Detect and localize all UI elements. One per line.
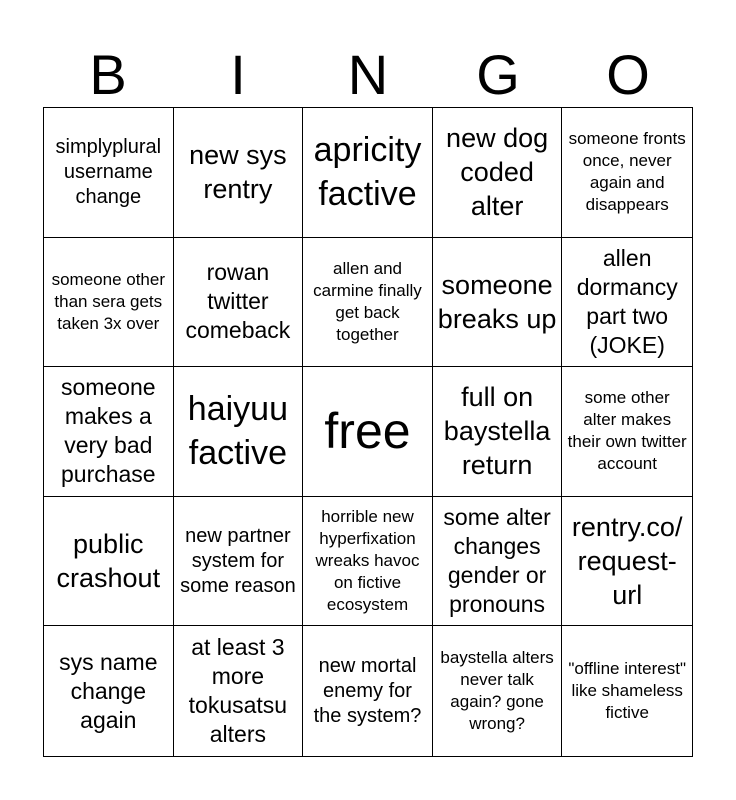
bingo-cell[interactable] — [562, 238, 692, 368]
bingo-header — [43, 44, 693, 106]
cell-text: sys name change again — [59, 648, 158, 733]
cell-text: allen and carmine finally get back together — [313, 258, 422, 344]
bingo-cell[interactable] — [174, 238, 304, 368]
bingo-cell[interactable] — [433, 367, 563, 497]
cell-text: horrible new hyperfixation wreaks havoc on fictive ecosystem — [315, 507, 420, 615]
bingo-cell[interactable] — [433, 497, 563, 627]
header-letter-g: G — [476, 43, 520, 106]
cell-text: new partner system for some reason — [180, 524, 296, 597]
cell-text: some other alter makes their own twitter account — [567, 388, 687, 474]
free-space-label: free — [324, 403, 411, 460]
bingo-cell[interactable] — [303, 108, 433, 238]
bingo-cell[interactable] — [44, 238, 174, 368]
header-letter-o: O — [606, 43, 650, 106]
cell-text: someone breaks up — [437, 269, 557, 334]
bingo-cell[interactable] — [303, 626, 433, 756]
bingo-cell[interactable] — [433, 238, 563, 368]
cell-text: new mortal enemy for the system? — [313, 654, 422, 727]
cell-text: someone fronts once, never again and disappears — [568, 129, 686, 215]
cell-text: some alter changes gender or pronouns — [443, 504, 551, 618]
cell-text: "offline interest" like shameless fictive — [568, 659, 686, 723]
header-letter-i: I — [230, 43, 246, 106]
cell-text: apricity factive — [313, 131, 422, 214]
bingo-cell[interactable] — [562, 497, 692, 627]
cell-text: someone other than sera gets taken 3x over — [51, 269, 165, 333]
bingo-cell[interactable] — [433, 108, 563, 238]
bingo-cell[interactable] — [44, 108, 174, 238]
cell-text: full on baystella return — [443, 382, 551, 481]
bingo-cell[interactable] — [44, 367, 174, 497]
bingo-cell[interactable] — [174, 108, 304, 238]
cell-text: haiyuu factive — [187, 390, 288, 473]
cell-text: new sys rentry — [189, 140, 287, 205]
cell-text: rentry.co/ request-url — [571, 512, 683, 611]
bingo-grid — [43, 107, 693, 757]
header-letter-n: N — [347, 43, 389, 106]
cell-text: simplyplural username change — [55, 135, 162, 208]
bingo-cell[interactable] — [44, 497, 174, 627]
bingo-cell[interactable] — [303, 497, 433, 627]
cell-text: allen dormancy part two (JOKE) — [576, 244, 678, 358]
cell-text: at least 3 more tokusatsu alters — [188, 634, 288, 748]
bingo-cell[interactable] — [174, 626, 304, 756]
bingo-cell[interactable] — [433, 626, 563, 756]
header-letter-b: B — [89, 43, 127, 106]
bingo-cell[interactable] — [174, 497, 304, 627]
bingo-cell[interactable] — [562, 367, 692, 497]
cell-text: someone makes a very bad purchase — [60, 374, 156, 488]
cell-text: baystella alters never talk again? gone wrong? — [440, 648, 554, 734]
bingo-cell[interactable] — [562, 626, 692, 756]
bingo-cell[interactable] — [44, 626, 174, 756]
cell-text: public crashout — [56, 529, 161, 594]
bingo-cell[interactable] — [562, 108, 692, 238]
bingo-cell[interactable] — [174, 367, 304, 497]
free-space[interactable] — [303, 367, 433, 497]
bingo-cell[interactable] — [303, 238, 433, 368]
cell-text: rowan twitter comeback — [185, 259, 291, 344]
cell-text: new dog coded alter — [446, 123, 549, 222]
